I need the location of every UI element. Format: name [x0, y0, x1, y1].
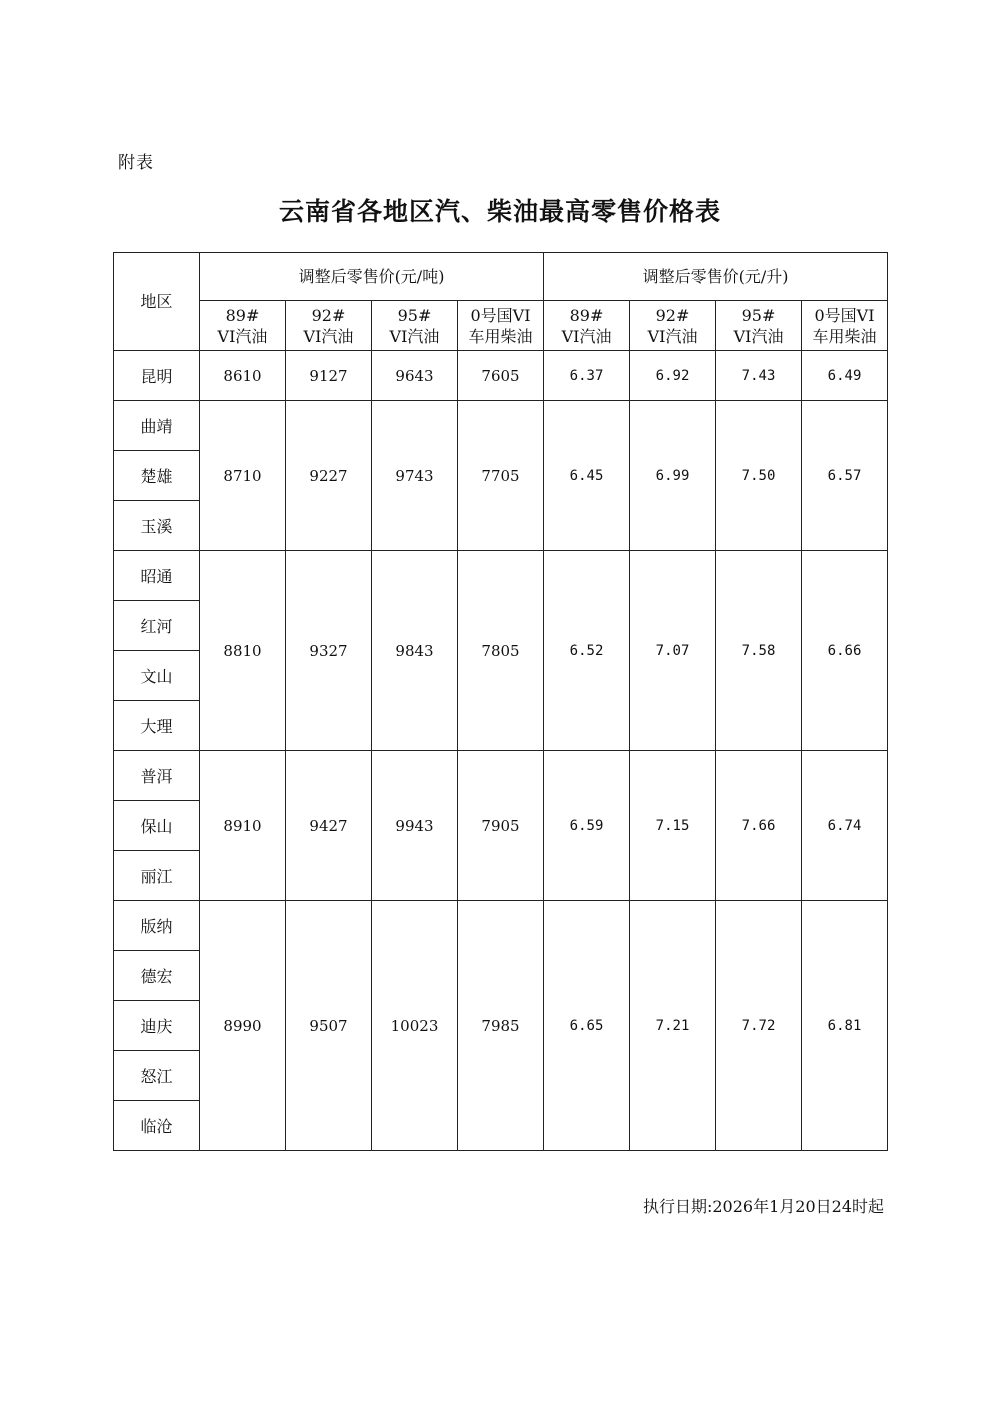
price-per-ton-cell: 8610: [200, 351, 286, 401]
price-per-liter-cell: 7.50: [716, 401, 802, 551]
column-header: [372, 301, 458, 351]
price-per-ton-cell: 7705: [458, 401, 544, 551]
price-table: [113, 252, 888, 1151]
price-per-liter-cell: 6.52: [544, 551, 630, 751]
price-per-liter-cell: 7.21: [630, 901, 716, 1151]
column-header-line2: VI汽油: [561, 326, 612, 346]
region-cell: 丽江: [114, 851, 200, 901]
region-cell: 昆明: [114, 351, 200, 401]
column-header-line2: VI汽油: [389, 326, 440, 346]
price-per-liter-cell: 7.66: [716, 751, 802, 901]
price-per-liter-cell: 6.57: [802, 401, 888, 551]
column-header-line1: 95#: [741, 305, 776, 325]
column-header: [200, 301, 286, 351]
price-per-ton-cell: 9427: [286, 751, 372, 901]
price-per-liter-cell: 6.66: [802, 551, 888, 751]
price-per-ton-cell: 10023: [372, 901, 458, 1151]
price-per-ton-cell: 7905: [458, 751, 544, 901]
price-per-ton-cell: 9743: [372, 401, 458, 551]
column-header: [286, 301, 372, 351]
price-per-liter-cell: 6.74: [802, 751, 888, 901]
table-row: [114, 351, 888, 401]
column-header-line2: VI汽油: [303, 326, 354, 346]
price-per-liter-cell: 6.37: [544, 351, 630, 401]
region-cell: 玉溪: [114, 501, 200, 551]
price-per-ton-cell: 9227: [286, 401, 372, 551]
region-cell: 昭通: [114, 551, 200, 601]
price-per-ton-cell: 9943: [372, 751, 458, 901]
table-row: [114, 751, 888, 801]
region-cell: 怒江: [114, 1051, 200, 1101]
header-group-ton: 调整后零售价(元/吨): [200, 253, 544, 301]
price-per-liter-cell: 6.49: [802, 351, 888, 401]
price-per-liter-cell: 7.15: [630, 751, 716, 901]
effective-date: 执行日期:2026年1月20日24时起: [642, 1197, 884, 1216]
price-per-ton-cell: 9643: [372, 351, 458, 401]
column-header: [544, 301, 630, 351]
column-header-line1: 89#: [225, 305, 260, 325]
column-header-line1: 95#: [397, 305, 432, 325]
region-cell: 迪庆: [114, 1001, 200, 1051]
header-group-liter: 调整后零售价(元/升): [544, 253, 888, 301]
price-per-liter-cell: 7.07: [630, 551, 716, 751]
price-per-liter-cell: 6.99: [630, 401, 716, 551]
price-per-liter-cell: 6.59: [544, 751, 630, 901]
region-cell: 临沧: [114, 1101, 200, 1151]
column-header-line2: VI汽油: [733, 326, 784, 346]
price-per-liter-cell: 6.65: [544, 901, 630, 1151]
column-header-line2: 车用柴油: [812, 326, 877, 346]
column-header-line2: VI汽油: [647, 326, 698, 346]
price-per-ton-cell: 7605: [458, 351, 544, 401]
table-row: [114, 901, 888, 951]
column-header: [716, 301, 802, 351]
region-cell: 红河: [114, 601, 200, 651]
region-cell: 普洱: [114, 751, 200, 801]
column-header-line1: 92#: [655, 305, 690, 325]
price-per-liter-cell: 7.72: [716, 901, 802, 1151]
price-per-liter-cell: 7.43: [716, 351, 802, 401]
price-per-ton-cell: 9843: [372, 551, 458, 751]
column-header-line1: 0号国VI: [470, 305, 531, 325]
price-per-ton-cell: 9507: [286, 901, 372, 1151]
price-per-ton-cell: 7805: [458, 551, 544, 751]
region-cell: 曲靖: [114, 401, 200, 451]
region-cell: 大理: [114, 701, 200, 751]
table-row: [114, 401, 888, 451]
price-per-liter-cell: 6.92: [630, 351, 716, 401]
region-cell: 楚雄: [114, 451, 200, 501]
column-header-line2: VI汽油: [217, 326, 268, 346]
column-header-line1: 0号国VI: [814, 305, 875, 325]
price-per-ton-cell: 8990: [200, 901, 286, 1151]
column-header-line1: 92#: [311, 305, 346, 325]
table-row: [114, 551, 888, 601]
price-per-ton-cell: 8910: [200, 751, 286, 901]
header-region: 地区: [114, 253, 200, 351]
price-per-liter-cell: 6.81: [802, 901, 888, 1151]
region-cell: 文山: [114, 651, 200, 701]
region-cell: 保山: [114, 801, 200, 851]
region-cell: 版纳: [114, 901, 200, 951]
annex-label: 附表: [118, 153, 154, 173]
column-header: [458, 301, 544, 351]
price-per-ton-cell: 9327: [286, 551, 372, 751]
price-per-ton-cell: 7985: [458, 901, 544, 1151]
price-per-ton-cell: 9127: [286, 351, 372, 401]
column-header-line2: 车用柴油: [468, 326, 533, 346]
page-title: 云南省各地区汽、柴油最高零售价格表: [278, 197, 721, 226]
column-header-line1: 89#: [569, 305, 604, 325]
region-cell: 德宏: [114, 951, 200, 1001]
price-per-ton-cell: 8810: [200, 551, 286, 751]
column-header: [802, 301, 888, 351]
column-header: [630, 301, 716, 351]
price-per-liter-cell: 7.58: [716, 551, 802, 751]
price-per-liter-cell: 6.45: [544, 401, 630, 551]
price-per-ton-cell: 8710: [200, 401, 286, 551]
